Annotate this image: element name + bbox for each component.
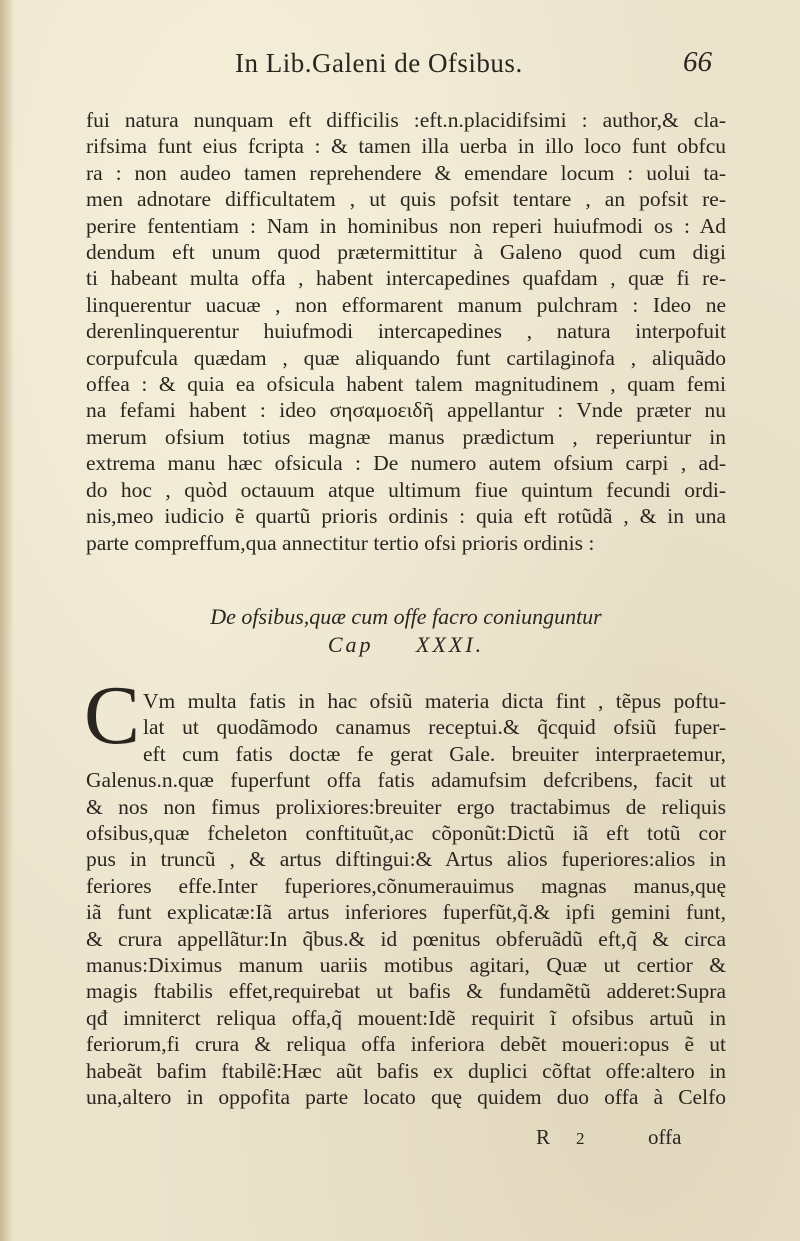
page-gutter bbox=[0, 0, 14, 1241]
drop-capital: C bbox=[84, 669, 141, 762]
chapter-number bbox=[86, 631, 726, 659]
text-line: feriorum,fi crura & reliqua offa inferiora debẽt moueri:opus ẽ ut bbox=[86, 1032, 726, 1057]
catchword: offa bbox=[648, 1125, 682, 1149]
running-head: In Lib.Galeni de Ofsibus. bbox=[235, 48, 523, 78]
text-line: lat ut quodãmodo canamus receptui.& q̃cquid ofsiũ fuper- bbox=[143, 715, 726, 740]
text-line: eft cum fatis doctæ fe gerat Gale. breuiter interpraetemur, bbox=[143, 741, 726, 766]
signature-number: 2 bbox=[576, 1129, 585, 1148]
text-line: perire fententiam : Nam in hominibus non reperi huiufmodi os : Ad bbox=[86, 213, 726, 238]
text-line: men adnotare difficultatem , ut quis pofsit tentare , an pofsit re- bbox=[86, 187, 726, 212]
text-line: Vm multa fatis in hac ofsiũ materia dicta fint , tẽpus poftu- bbox=[143, 689, 726, 713]
chapter-heading: De ofsibus,quæ cum offe facro coniunguntur bbox=[210, 604, 602, 629]
text-line: na fefami habent : ideo σησαμοειδῆ appellantur : Vnde præter nu bbox=[86, 398, 726, 423]
text-line: do hoc , quòd octauum atque ultimum fiue quintum fecundi ordi- bbox=[86, 477, 726, 502]
text-line: parte compreffum,qua annectitur tertio ofsi prioris ordinis : bbox=[86, 530, 595, 555]
text-line: manus:Diximus manum uariis motibus agitari, Quæ ut certior & bbox=[86, 953, 726, 978]
text-line: dendum eft unum quod prætermittitur à Galeno quod cum digi bbox=[86, 240, 726, 265]
text-line: offea : & quia ea ofsicula habent talem magnitudinem , quam femi bbox=[86, 372, 726, 397]
text-line: nis,meo iudicio ẽ quartũ prioris ordinis : quia eft rotũdã , & in una bbox=[86, 504, 726, 529]
text-line: linquerentur uacuæ , non efformarent manum pulchram : Ideo ne bbox=[86, 292, 726, 317]
paragraph-2 bbox=[86, 688, 726, 1111]
text-line: habeãt bafim ftabilẽ:Hæc aũt bafis ex duplici cõftat offe:altero in bbox=[86, 1058, 726, 1083]
signature-letter: R bbox=[536, 1125, 551, 1149]
text-line: fui natura nunquam eft difficilis :eft.n.placidifsimi : author,& cla- bbox=[86, 108, 726, 132]
text-line: magis ftabilis effet,requirebat ut bafis & fundamẽtũ adderet:Supra bbox=[86, 979, 726, 1004]
text-line: una,altero in oppofita parte locato quę quidem duo offa à Celfo bbox=[86, 1085, 726, 1110]
text-line: ti habeant multa offa , habent intercapedines quafdam , quæ fi re- bbox=[86, 266, 726, 291]
page-number: 66 bbox=[683, 46, 712, 78]
text-line: derenlinquerentur huiufmodi intercapedines , natura interpofuit bbox=[86, 319, 726, 344]
text-line: rifsima funt eius fcripta : & tamen illa uerba in illo loco funt obfcu bbox=[86, 134, 726, 159]
text-line: iã funt explicatæ:Iã artus inferiores fuperfũt,q̃.& ipfi gemini funt, bbox=[86, 900, 726, 925]
text-line: pus in truncũ , & artus diftingui:& Artus alios fuperiores:alios in bbox=[86, 847, 726, 872]
text-line: corpufcula quædam , quæ aliquando funt cartilaginofa , aliquãdo bbox=[86, 345, 726, 370]
text-line: & crura appellãtur:In q̃bus.& id pœnitus obferuãdũ eft,q̃ & circa bbox=[86, 926, 726, 951]
text-line: merum ofsium totius magnæ manus prædictum , reperiuntur in bbox=[86, 424, 726, 449]
text-line: feriores effe.Inter fuperiores,cõnumerauimus magnas manus,quę bbox=[86, 873, 726, 898]
text-line: ra : non audeo tamen reprehendere & emendare locum : uolui ta- bbox=[86, 160, 726, 185]
paragraph-1 bbox=[86, 107, 726, 556]
text-line: extrema manu hæc ofsicula : De numero autem ofsium carpi , ad- bbox=[86, 451, 726, 476]
text-line: & nos non fimus prolixiores:breuiter ergo tractabimus de reliquis bbox=[86, 794, 726, 819]
chapter-number-text: Cap XXXI. bbox=[327, 632, 485, 657]
text-line: ofsibus,quæ fcheleton conftituũt,ac cõponũt:Dictũ iã eft totũ cor bbox=[86, 821, 726, 846]
text-line: Galenus.n.quæ fuperfunt offa fatis adamufsim defcribens, facit ut bbox=[86, 768, 726, 793]
text-line: qđ imniterct reliqua offa,q̃ mouent:Idẽ requirit ĩ ofsibus artuũ in bbox=[86, 1005, 726, 1030]
